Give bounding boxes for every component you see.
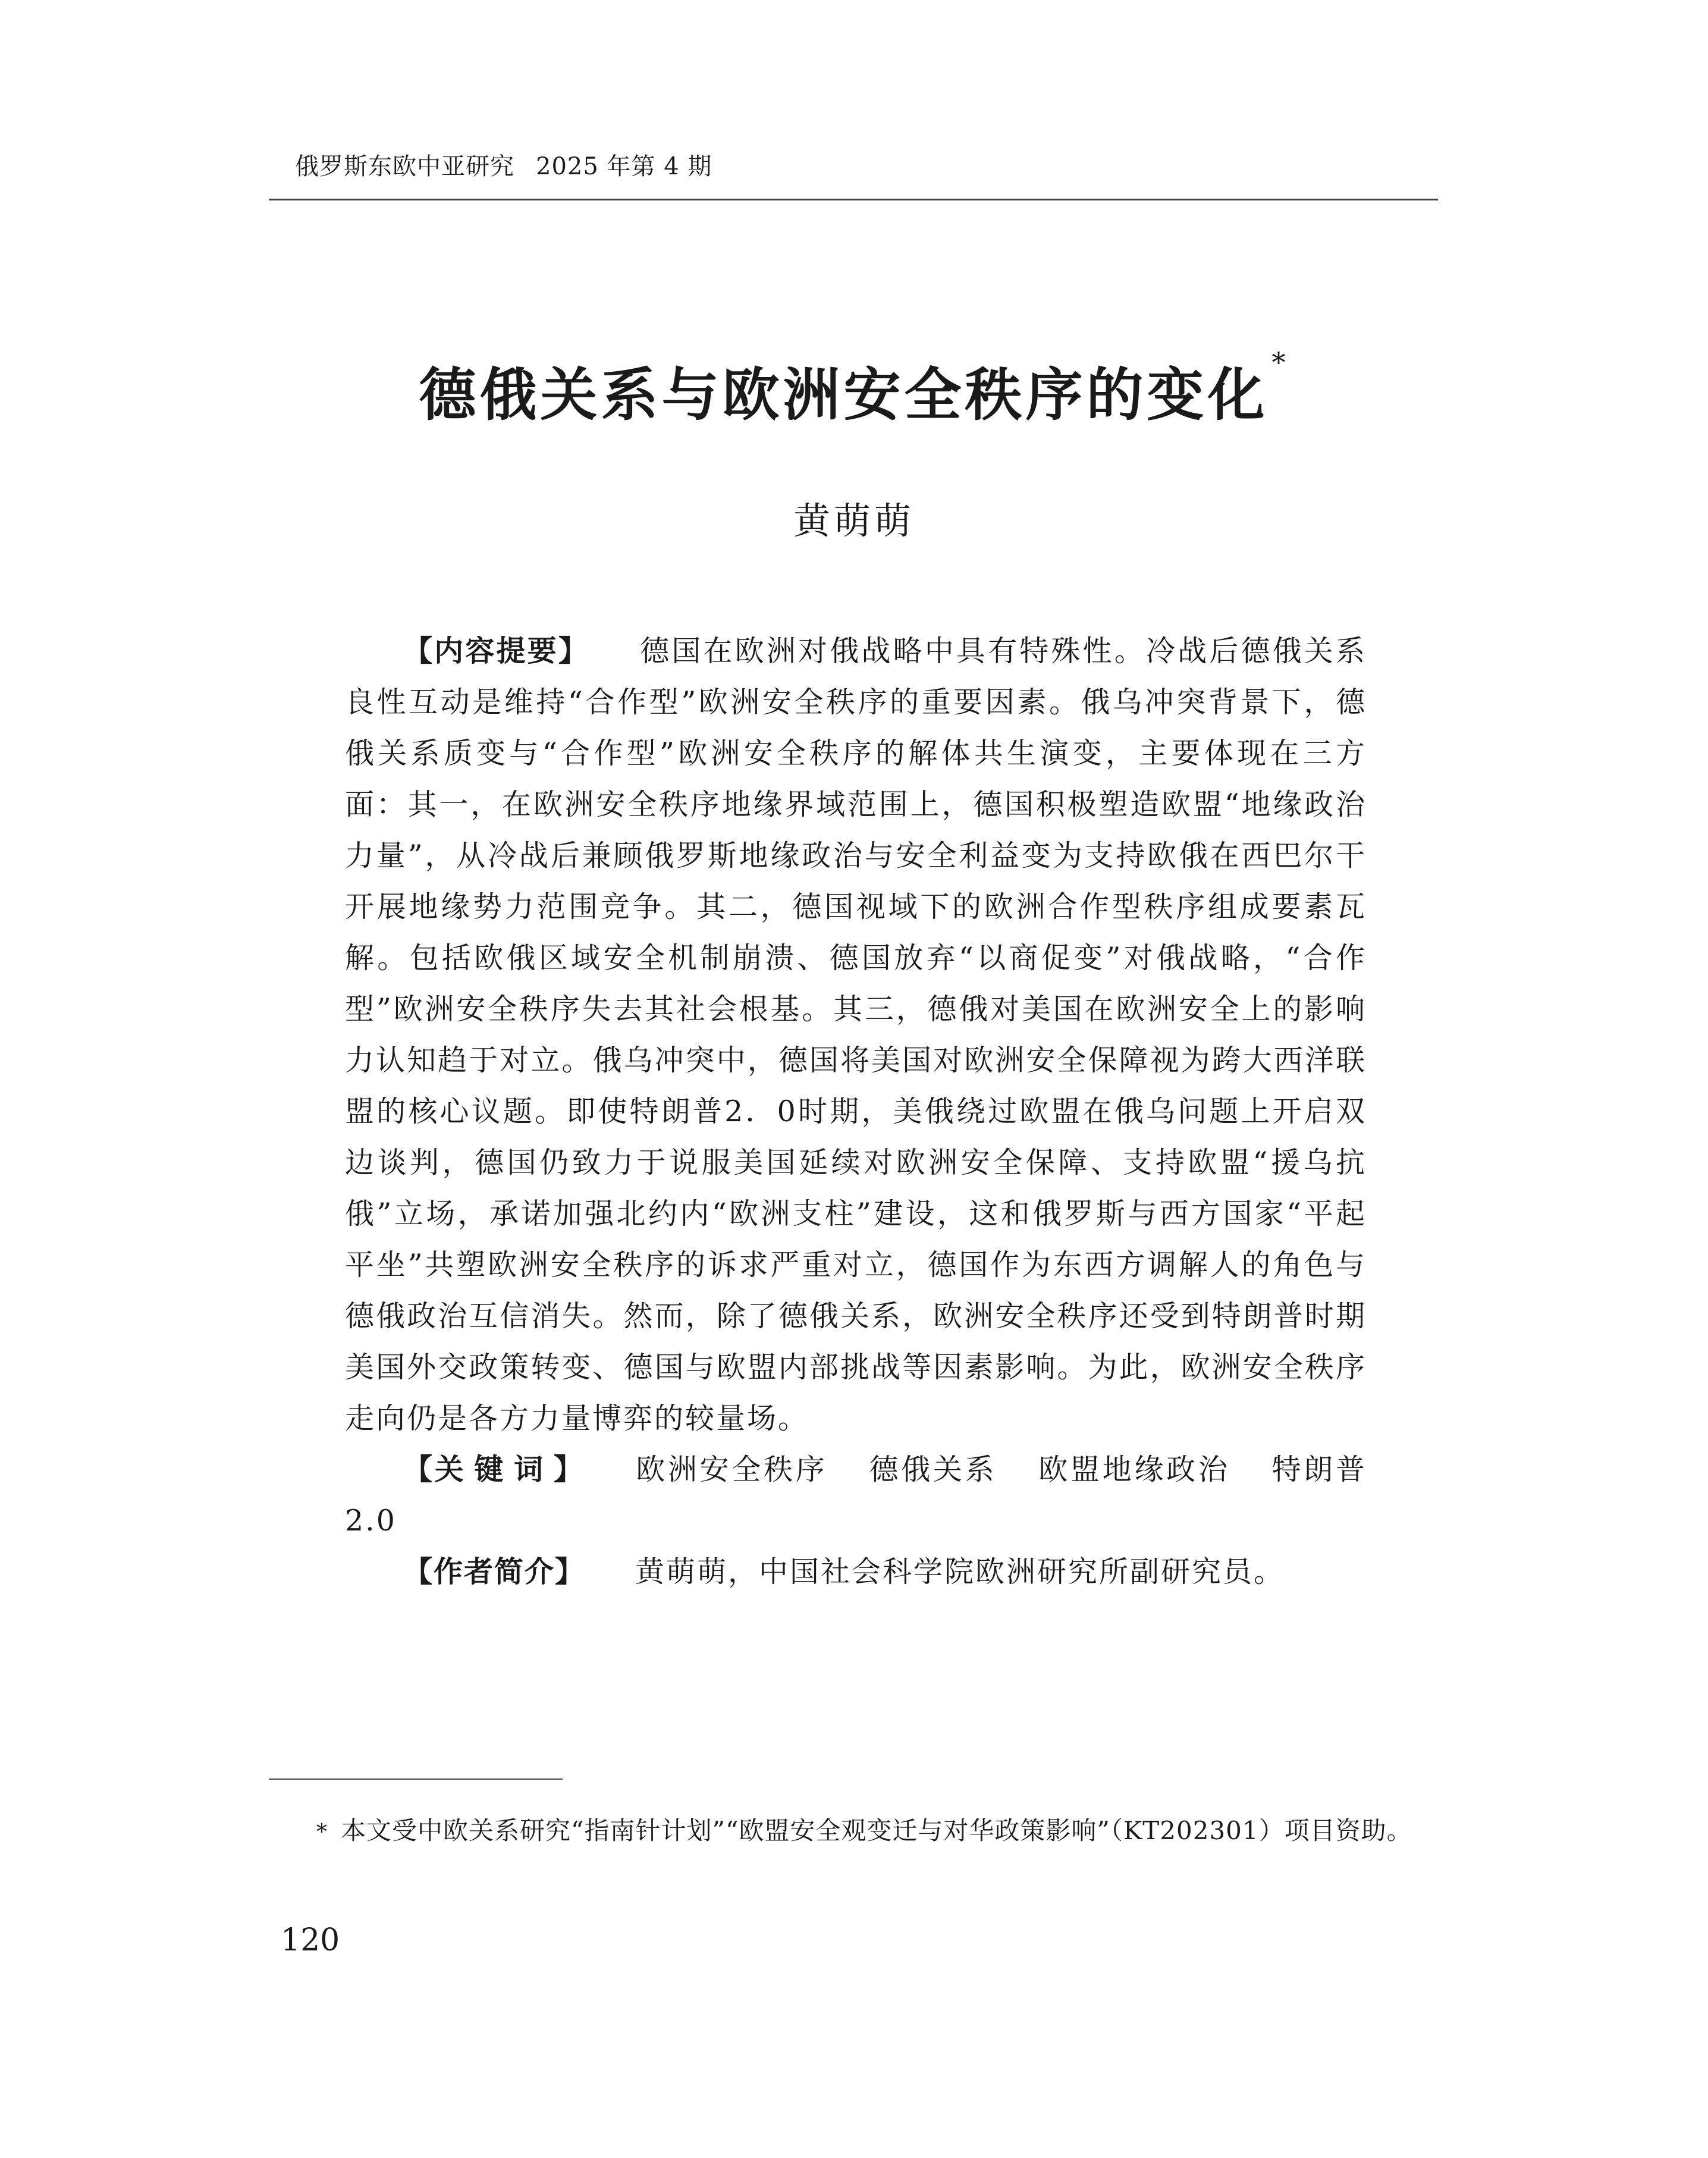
author-bio-paragraph: [345, 1547, 1367, 1598]
keywords-label: 【关键词】: [403, 1453, 585, 1486]
keyword: 德俄关系: [869, 1453, 997, 1486]
title-footnote-mark: *: [1271, 346, 1289, 378]
keyword: 欧盟地缘政治: [1038, 1453, 1230, 1486]
abstract-text: 德国在欧洲对俄战略中具有特殊性。冷战后德俄关系良性互动是维持“合作型”欧洲安全秩序的重要因素。俄乌冲突背景下，德俄关系质变与“合作型”欧洲安全秩序的解体共生演变，主要体现在三方面：其一，在欧洲安全秩序地缘界域范围上，德国积极塑造欧盟“地缘政治力量”，从冷战后兼顾俄罗斯地缘政治与安全利益变为支持欧俄在西巴尔干开展地缘势力范围竞争。其二，德国视域下的欧洲合作型秩序组成要素瓦解。包括欧俄区域安全机制崩溃、德国放弃“以商促变”对俄战略，“合作型”欧洲安全秩序失去其社会根基。其三，德俄对美国在欧洲安全上的影响力认知趋于对立。俄乌冲突中，德国将美国对欧洲安全保障视为跨大西洋联盟的核心议题。即使特朗普2．0时期，美俄绕过欧盟在俄乌问题上开启双边谈判，德国仍致力于说服美国延续对欧洲安全保障、支持欧盟“援乌抗俄”立场，承诺加强北约内“欧洲支柱”建设，这和俄罗斯与西方国家“平起平坐”共塑欧洲安全秩序的诉求严重对立，德国作为东西方调解人的角色与德俄政治互信消失。然而，除了德俄关系，欧洲安全秩序还受到特朗普时期美国外交政策转变、德国与欧盟内部挑战等因素影响。为此，欧洲安全秩序走向仍是各方力量博弈的较量场。: [345, 634, 1367, 1435]
author-bio-text: 黄萌萌，中国社会科学院欧洲研究所副研究员。: [635, 1555, 1285, 1589]
journal-name: 俄罗斯东欧中亚研究: [295, 153, 514, 180]
article-title: [0, 346, 1708, 431]
keywords-paragraph: [345, 1444, 1367, 1547]
issue-number: 2025 年第 4 期: [536, 153, 712, 180]
keyword: 欧洲安全秩序: [635, 1453, 828, 1486]
page-number: 120: [281, 1922, 340, 1958]
article-title-text: 德俄关系与欧洲安全秩序的变化: [419, 362, 1269, 428]
footnote-mark: *: [316, 1820, 328, 1845]
author-name: 黄萌萌: [793, 499, 915, 542]
abstract-label: 【内容提要】: [403, 634, 590, 668]
footnote-rule: [269, 1779, 563, 1780]
header-rule: [269, 199, 1438, 200]
abstract-block: [345, 626, 1367, 1598]
keyword: 特朗普2.0: [345, 1453, 1367, 1538]
running-head: [295, 148, 712, 181]
author-bio-label: 【作者简介】: [403, 1555, 586, 1589]
footnote-text: 本文受中欧关系研究“指南针计划”“欧盟安全观变迁与对华政策影响”（KT202301）项目资助。: [341, 1816, 1412, 1845]
footnote: [269, 1809, 1438, 1854]
abstract-paragraph: [345, 626, 1367, 1444]
